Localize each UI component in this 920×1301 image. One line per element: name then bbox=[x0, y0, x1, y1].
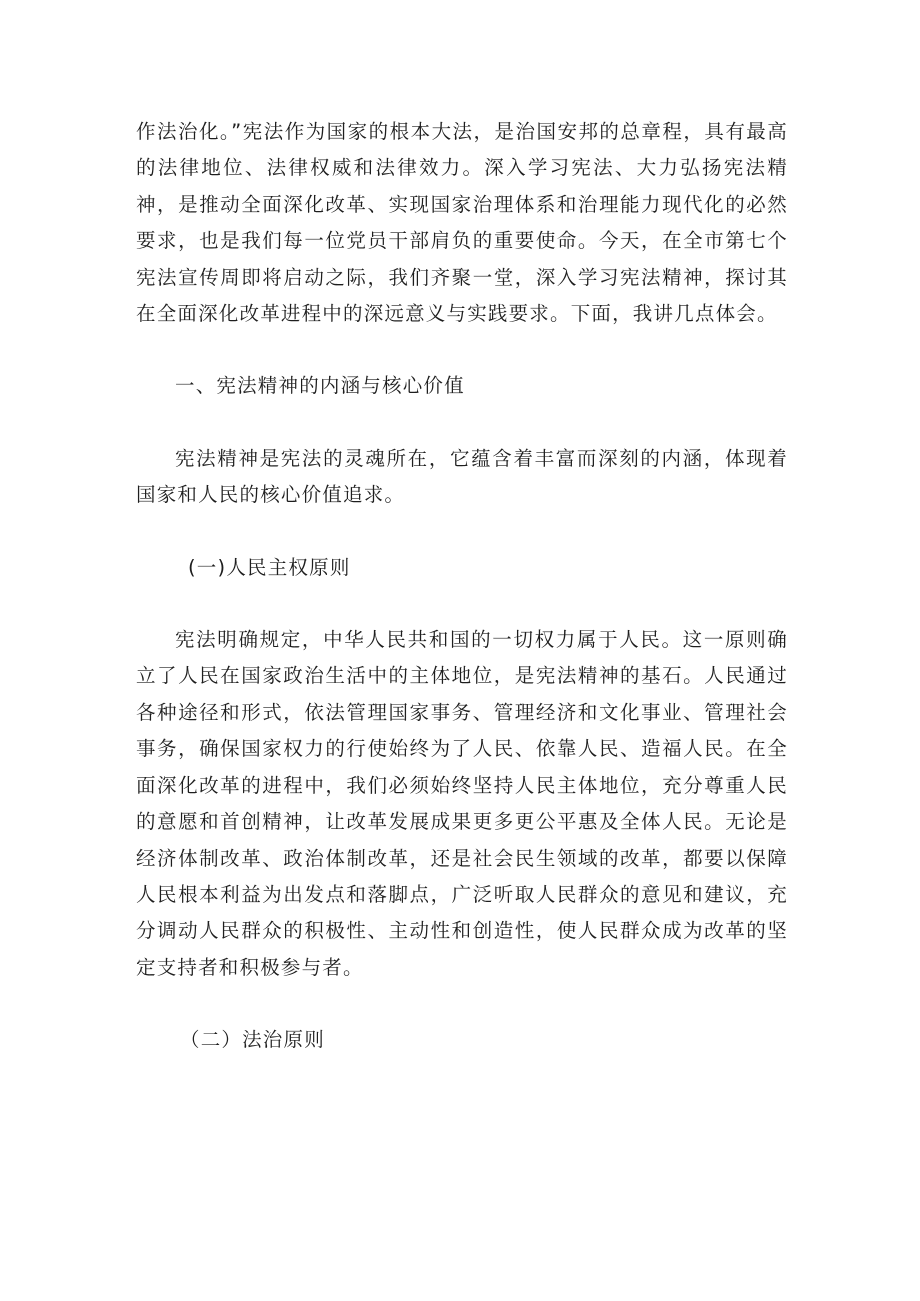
document-body bbox=[136, 114, 788, 1059]
section-1-paragraph: 宪法精神是宪法的灵魂所在，它蕴含着丰富而深刻的内涵，体现着国家和人民的核心价值追求。 bbox=[136, 446, 788, 507]
subsection-1-paragraph: 宪法明确规定，中华人民共和国的一切权力属于人民。这一原则确立了人民在国家政治生活中的主体地位，是宪法精神的基石。人民通过各种途径和形式，依法管理国家事务、管理经济和文化事业、管理社会事务，确保国家权力的行使始终为了人民、依靠人民、造福人民。在全面深化改革的进程中，我们必须始终坚持人民主体地位，充分尊重人民的意愿和首创精神，让改革发展成果更多更公平惠及全体人民。无论是经济体制改革、政治体制改革，还是社会民生领域的改革，都要以保障人民根本利益为出发点和落脚点，广泛听取人民群众的意见和建议，充分调动人民群众的积极性、主动性和创造性，使人民群众成为改革的坚定支持者和积极参与者。 bbox=[136, 628, 788, 979]
intro-paragraph: 作法治化。”宪法作为国家的根本大法，是治国安邦的总章程，具有最高的法律地位、法律权威和法律效力。深入学习宪法、大力弘扬宪法精神，是推动全面深化改革、实现国家治理体系和治理能力现代化的必然要求，也是我们每一位党员干部肩负的重要使命。今天，在全市第七个宪法宣传周即将启动之际，我们齐聚一堂，深入学习宪法精神，探讨其在全面深化改革进程中的深远意义与实践要求。下面，我讲几点体会。 bbox=[136, 120, 788, 326]
subsection-heading-1: (一)人民主权原则 bbox=[188, 555, 351, 579]
section-heading-1: 一、宪法精神的内涵与核心价值 bbox=[175, 374, 465, 398]
subsection-heading-2: （二）法治原则 bbox=[180, 1028, 325, 1052]
